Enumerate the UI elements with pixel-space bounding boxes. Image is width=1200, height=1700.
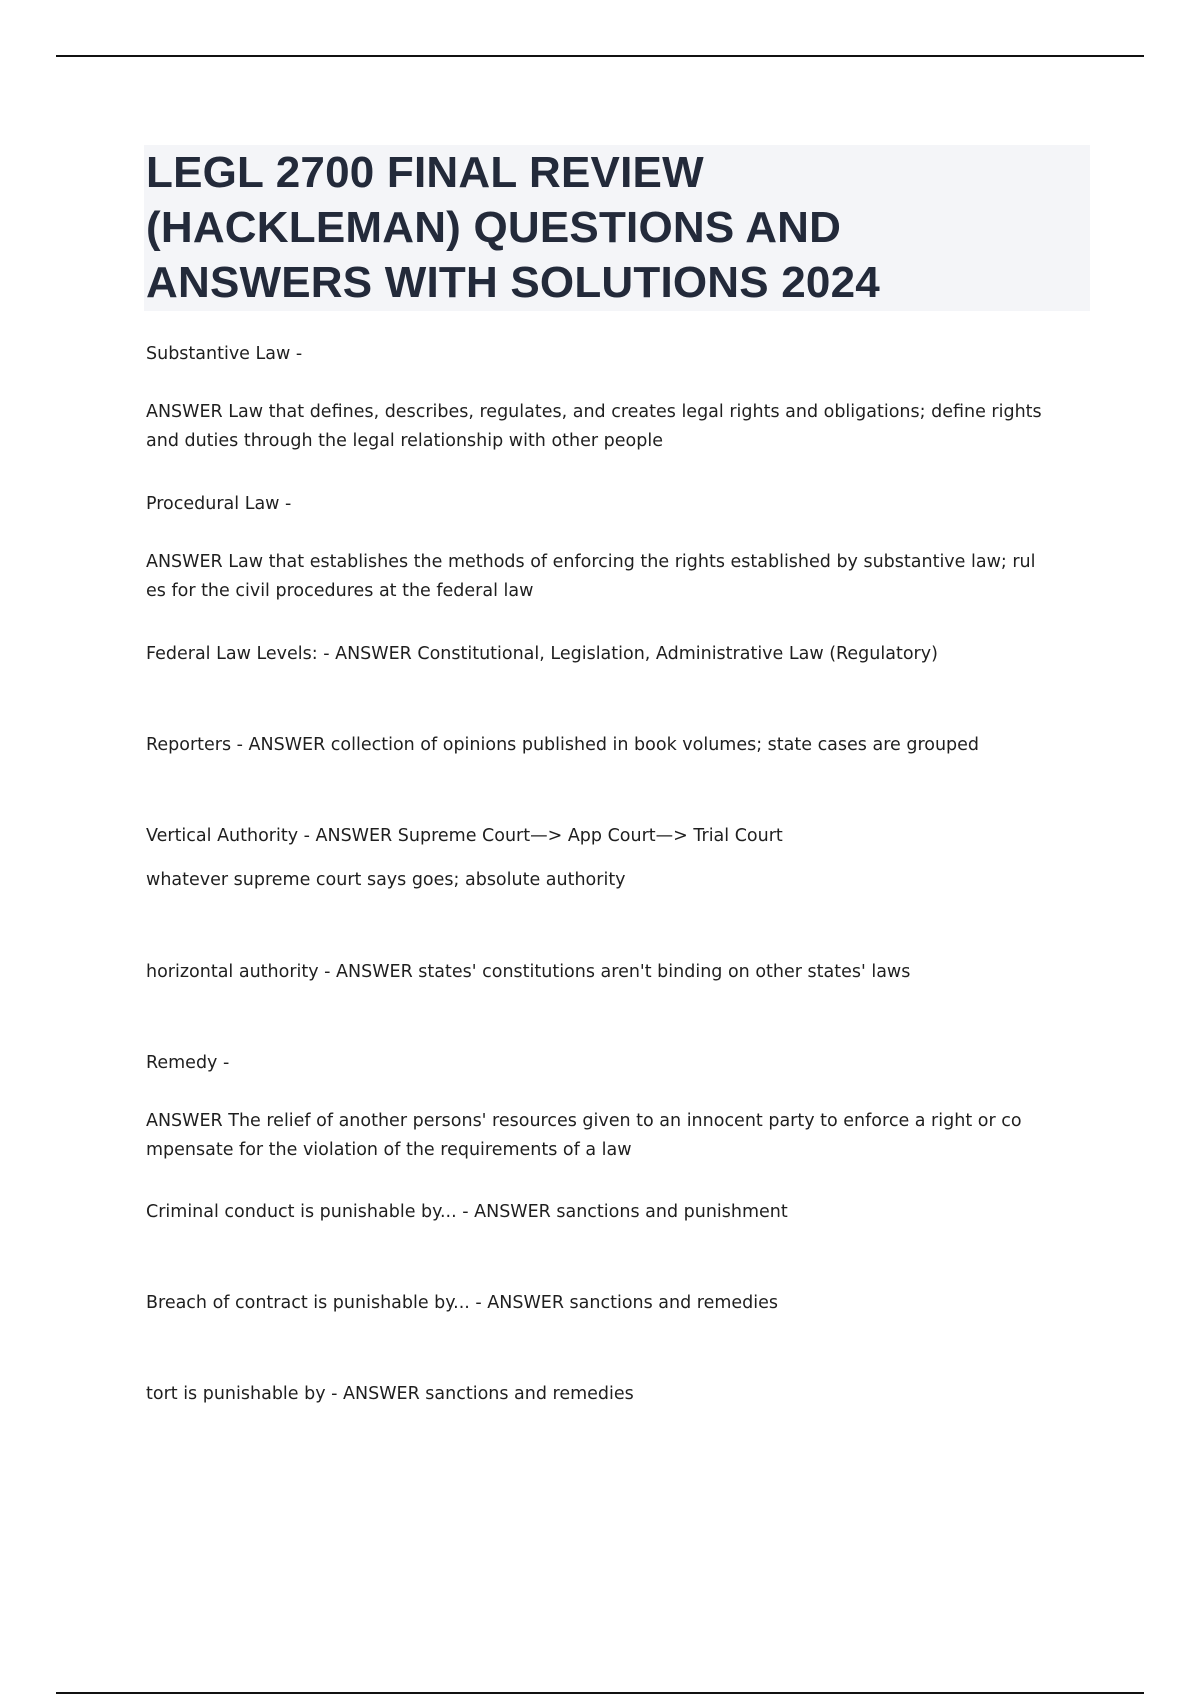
entry-answer: ANSWER Law that defines, describes, regulates, and creates legal rights and obligations; define rights and duties through the legal relationship with other people — [146, 402, 1042, 451]
entry-answer: ANSWER Law that establishes the methods of enforcing the rights established by substantive law; rul es for the civil procedures at the federal law — [146, 552, 1036, 601]
entry-term: Criminal conduct is punishable by... - — [146, 1202, 469, 1222]
entry-term: horizontal authority - — [146, 962, 331, 982]
qa-entry-substantive-law — [146, 311, 1086, 485]
top-rule — [56, 55, 1144, 57]
entry-answer: ANSWER Constitutional, Legislation, Administrative Law (Regulatory) — [329, 644, 938, 664]
entry-answer: ANSWER sanctions and remedies — [337, 1384, 634, 1404]
qa-entry-tort — [146, 1351, 1086, 1409]
entry-answer: ANSWER sanctions and punishment — [468, 1202, 788, 1222]
entry-term: Substantive Law - — [146, 344, 303, 364]
entry-answer: ANSWER The relief of another persons' resources given to an innocent party to enforce a right or co mpensate for the violation of the requirements of a law — [146, 1111, 1022, 1160]
entry-term: Breach of contract is punishable by... - — [146, 1293, 482, 1313]
qa-entry-reporters — [146, 702, 1086, 760]
qa-entry-vertical-authority — [146, 793, 1086, 924]
qa-entry-horizontal-authority — [146, 929, 1086, 987]
qa-entry-procedural-law — [146, 461, 1086, 635]
entry-term: Federal Law Levels: - — [146, 644, 330, 664]
entry-answer: ANSWER sanctions and remedies — [481, 1293, 779, 1313]
qa-entry-remedy — [146, 1020, 1086, 1194]
entry-term: tort is punishable by - — [146, 1384, 338, 1404]
qa-entry-criminal-conduct — [146, 1169, 1086, 1227]
entry-term: Procedural Law - — [146, 494, 292, 514]
bottom-rule — [56, 1692, 1144, 1694]
qa-entry-federal-law-levels — [146, 611, 1086, 669]
document-title: LEGL 2700 FINAL REVIEW (HACKLEMAN) QUESTIONS AND ANSWERS WITH SOLUTIONS 2024 — [146, 148, 880, 307]
entry-answer: ANSWER Supreme Court—> App Court—> Trial Court — [309, 826, 783, 846]
entry-term: Remedy - — [146, 1053, 230, 1073]
title-banner — [144, 145, 1090, 311]
entry-term: Reporters - — [146, 735, 243, 755]
qa-entry-breach-of-contract — [146, 1260, 1086, 1318]
entry-term: Vertical Authority - — [146, 826, 310, 846]
entry-answer: ANSWER states' constitutions aren't binding on other states' laws — [330, 962, 911, 982]
entry-note: whatever supreme court says goes; absolute authority — [146, 870, 626, 890]
entry-answer: ANSWER collection of opinions published in book volumes; state cases are grouped — [242, 735, 980, 755]
